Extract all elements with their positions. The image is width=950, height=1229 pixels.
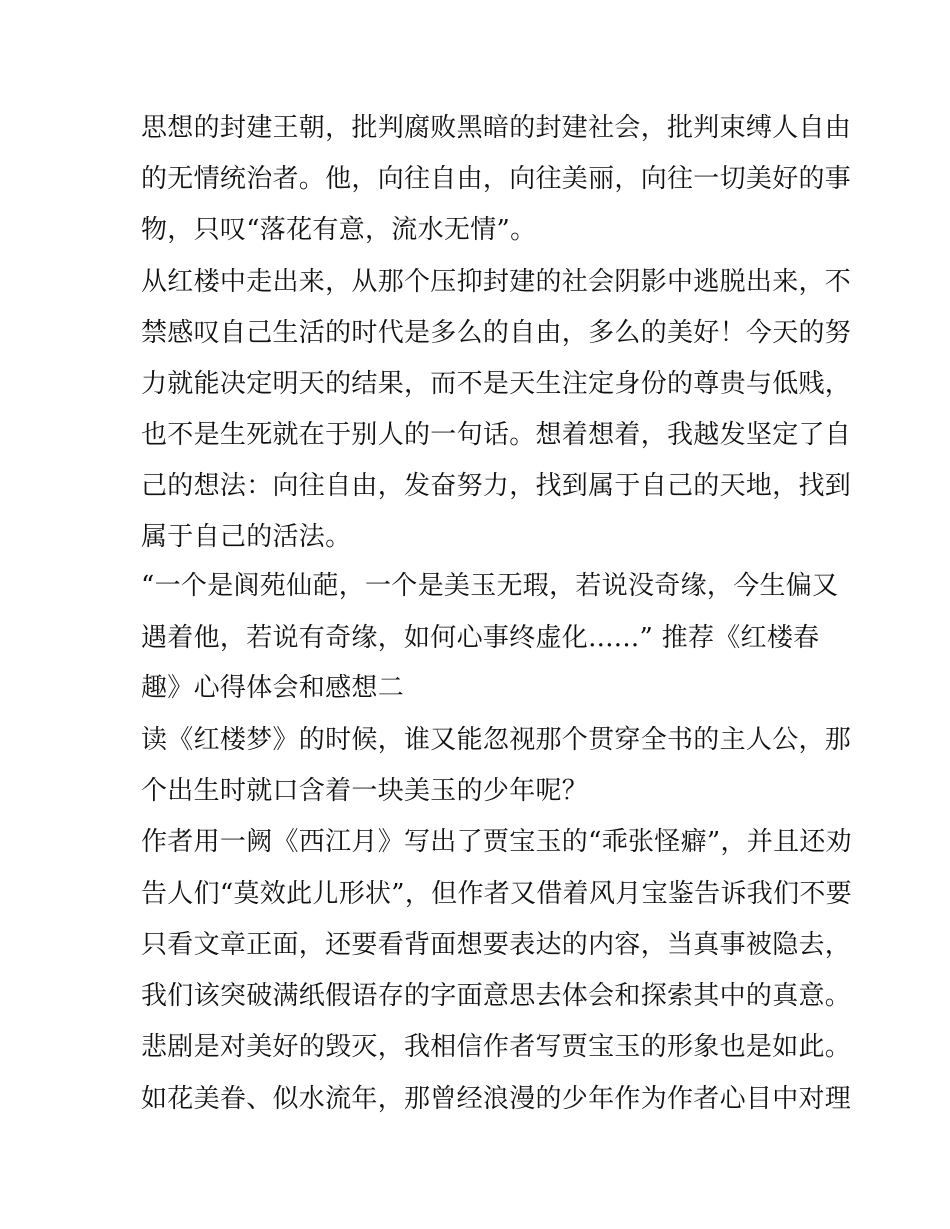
text-line: 物，只叹“落花有意，流水无情”。	[141, 215, 537, 245]
text-line: 从红楼中走出来，从那个压抑封建的社会阴影中逃脱出来，不	[141, 267, 852, 297]
text-line: 力就能决定明天的结果，而不是天生注定身份的尊贵与低贱，	[141, 369, 852, 399]
text-line: 遇着他，若说有奇缘，如何心事终虚化......” 推荐《红楼春	[141, 623, 820, 653]
text-line: 读《红楼梦》的时候，谁又能忽视那个贯穿全书的主人公，那	[141, 725, 852, 755]
text-line: 趣》心得体会和感想二	[141, 673, 405, 703]
text-line: 禁感叹自己生活的时代是多么的自由，多么的美好！今天的努	[141, 318, 852, 348]
text-line: 悲剧是对美好的毁灭，我相信作者写贾宝玉的形象也是如此。	[141, 1032, 852, 1062]
text-line: 如花美眷、似水流年，那曾经浪漫的少年作为作者心目中对理	[141, 1084, 852, 1114]
text-line: 作者用一阙《西江月》写出了贾宝玉的“乖张怪癖”，并且还劝	[141, 827, 852, 857]
text-line: 个出生时就口含着一块美玉的少年呢？	[141, 776, 589, 806]
text-line: 告人们“莫效此儿形状”，但作者又借着风月宝鉴告诉我们不要	[141, 879, 852, 909]
text-line: 己的想法：向往自由，发奋努力，找到属于自己的天地，找到	[141, 471, 852, 501]
text-line: 也不是生死就在于别人的一句话。想着想着，我越发坚定了自	[141, 420, 852, 450]
text-line: 属于自己的活法。	[141, 522, 352, 552]
text-line: 思想的封建王朝，批判腐败黑暗的封建社会，批判束缚人自由	[141, 113, 852, 143]
text-line: “一个是阆苑仙葩，一个是美玉无瑕，若说没奇缘，今生偏又	[141, 571, 839, 601]
text-line: 只看文章正面，还要看背面想要表达的内容，当真事被隐去，	[141, 930, 852, 960]
text-line: 我们该突破满纸假语存的字面意思去体会和探索其中的真意。	[141, 981, 852, 1011]
text-line: 的无情统治者。他，向往自由，向往美丽，向往一切美好的事	[141, 164, 852, 194]
